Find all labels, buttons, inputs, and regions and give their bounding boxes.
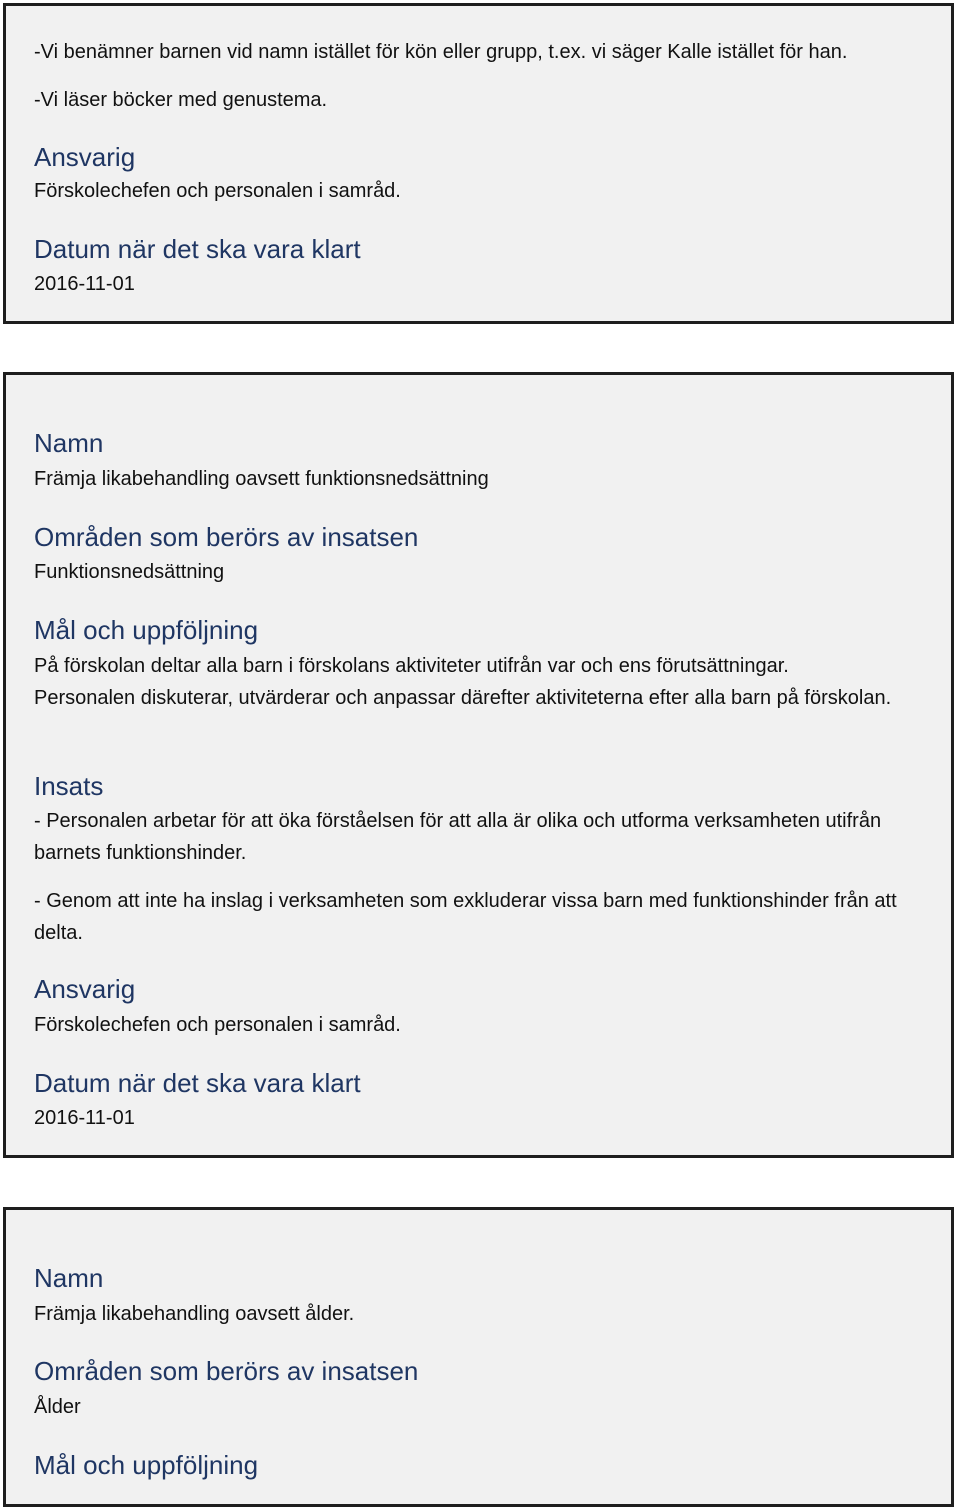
plan-section-3 <box>3 1207 954 1507</box>
insats-text-1: - Personalen arbetar för att öka förståelsen för att alla är olika och utforma verksamheten utifrån barnets funktionshinder. <box>34 810 882 864</box>
namn-heading: Namn <box>34 1263 104 1293</box>
mal-text-2: Personalen diskuterar, utvärderar och anpassar därefter aktiviteterna efter alla barn på förskolan. <box>34 687 892 709</box>
omraden-heading: Områden som berörs av insatsen <box>34 1356 419 1386</box>
insats-heading: Insats <box>34 771 104 801</box>
ansvarig-text: Förskolechefen och personalen i samråd. <box>34 1014 401 1036</box>
insats-text-2: - Genom att inte ha inslag i verksamheten som exkluderar vissa barn med funktionshinder från att delta. <box>34 890 897 944</box>
mal-heading: Mål och uppföljning <box>34 615 259 645</box>
plan-section-2 <box>3 372 954 1158</box>
plan-section-1 <box>3 3 954 324</box>
ansvarig-heading: Ansvarig <box>34 974 136 1004</box>
measure-line-2: -Vi läser böcker med genustema. <box>34 89 328 111</box>
ansvarig-text: Förskolechefen och personalen i samråd. <box>34 180 401 202</box>
measure-line-1: -Vi benämner barnen vid namn istället för kön eller grupp, t.ex. vi säger Kalle istället för han. <box>34 41 848 63</box>
datum-heading: Datum när det ska vara klart <box>34 234 361 264</box>
namn-text: Främja likabehandling oavsett funktionsnedsättning <box>34 468 489 490</box>
ansvarig-heading: Ansvarig <box>34 142 136 172</box>
mal-text-1: På förskolan deltar alla barn i förskolans aktiviteter utifrån var och ens förutsättningar. <box>34 655 789 677</box>
omraden-heading: Områden som berörs av insatsen <box>34 522 419 552</box>
omraden-text: Funktionsnedsättning <box>34 561 225 583</box>
namn-text: Främja likabehandling oavsett ålder. <box>34 1303 355 1325</box>
omraden-text: Ålder <box>34 1396 81 1418</box>
namn-heading: Namn <box>34 428 104 458</box>
datum-text: 2016-11-01 <box>34 273 135 295</box>
mal-heading: Mål och uppföljning <box>34 1450 259 1480</box>
datum-heading: Datum när det ska vara klart <box>34 1068 361 1098</box>
datum-text: 2016-11-01 <box>34 1107 135 1129</box>
